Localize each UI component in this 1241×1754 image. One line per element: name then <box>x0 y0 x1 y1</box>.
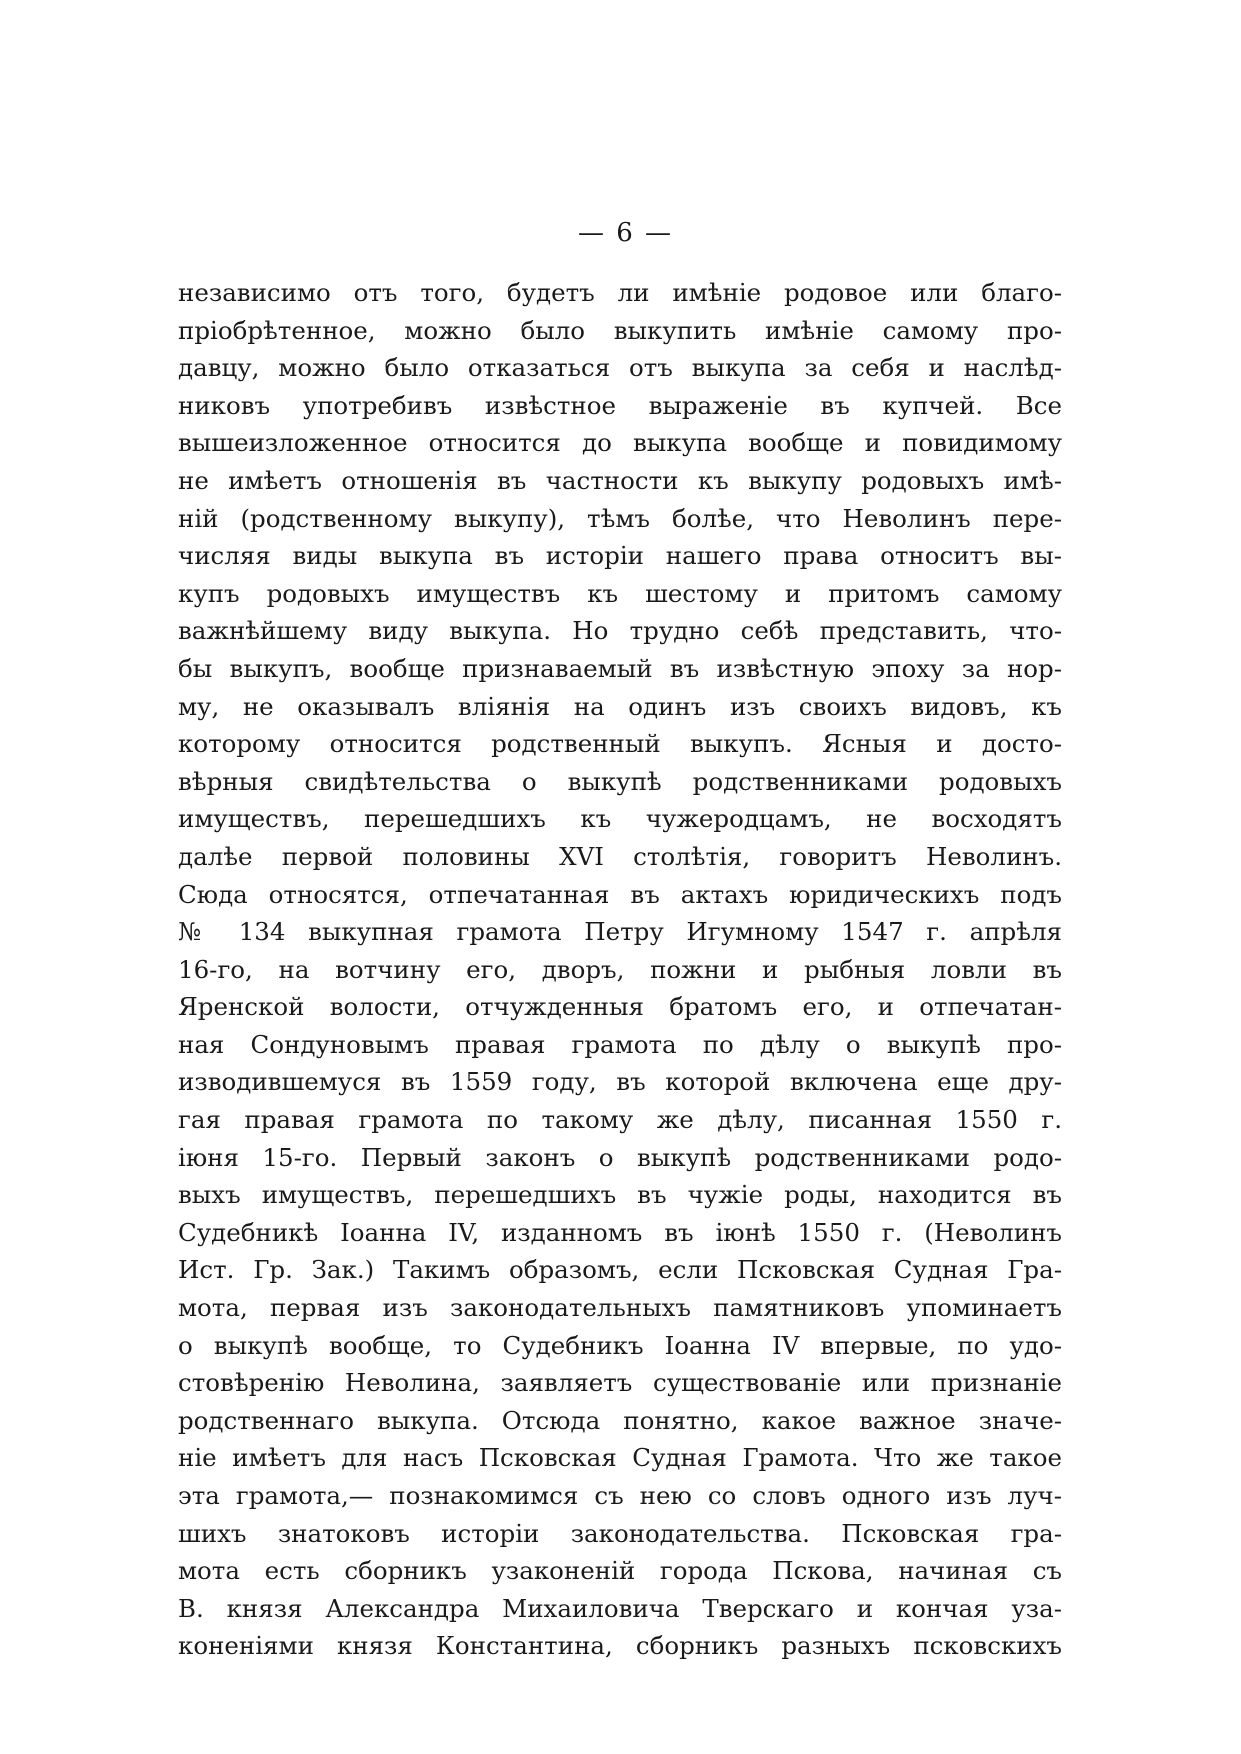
text-line: вышеизложенное относится до выкупа вообще и повидимому <box>178 428 1062 458</box>
text-line: числяя виды выкупа въ исторіи нашего права относитъ вы- <box>178 541 1062 571</box>
text-line: № 134 выкупная грамота Петру Игумному 1547 г. апрѣля <box>178 917 1062 947</box>
text-line: вѣрныя свидѣтельства о выкупѣ родственниками родовыхъ <box>178 766 1062 796</box>
text-line: мота, первая изъ законодательныхъ памятниковъ упоминаетъ <box>178 1293 1062 1323</box>
text-line: ная Сондуновымъ правая грамота по дѣлу о выкупѣ про- <box>178 1029 1062 1059</box>
text-line: 16-го, на вотчину его, дворъ, пожни и рыбныя ловли въ <box>178 954 1062 984</box>
text-line: о выкупѣ вообще, то Судебникъ Іоанна IV впервые, по удо- <box>178 1330 1062 1360</box>
text-line: выхъ имуществъ, перешедшихъ въ чужіе роды, находится въ <box>178 1180 1062 1210</box>
text-line: никовъ употребивъ извѣстное выраженіе въ купчей. Все <box>178 390 1062 420</box>
page-number: — 6 — <box>577 218 674 248</box>
text-line: В. князя Александра Михаиловича Тверскаго и кончая уза- <box>178 1593 1062 1623</box>
text-line: которому относится родственный выкупъ. Ясныя и досто- <box>178 729 1062 759</box>
text-line: пріобрѣтенное, можно было выкупить имѣніе самому про- <box>178 315 1062 345</box>
text-line: бы выкупъ, вообще признаваемый въ извѣстную эпоху за нор- <box>178 653 1062 683</box>
text-line: Яренской волости, отчужденныя братомъ его, и отпечатан- <box>178 992 1062 1022</box>
text-line: Сюда относятся, отпечатанная въ актахъ юридическихъ подъ <box>178 879 1062 909</box>
text-line: имуществъ, перешедшихъ къ чужеродцамъ, не восходятъ <box>178 804 1062 834</box>
text-line: ніе имѣетъ для насъ Псковская Судная Грамота. Что же такое <box>178 1443 1062 1473</box>
text-line: далѣе первой половины XVI столѣтія, говоритъ Неволинъ. <box>178 841 1062 871</box>
text-line: шихъ знатоковъ исторіи законодательства. Псковская гра- <box>178 1518 1062 1548</box>
text-line: мота есть сборникъ узаконеній города Пскова, начиная съ <box>178 1556 1062 1586</box>
text-line: независимо отъ того, будетъ ли имѣніе родовое или благо- <box>178 278 1062 307</box>
text-line: іюня 15-го. Первый законъ о выкупѣ родственниками родо- <box>178 1142 1062 1172</box>
body-text <box>178 274 1062 1665</box>
text-line: важнѣйшему виду выкупа. Но трудно себѣ представить, что- <box>178 616 1062 646</box>
text-line: родственнаго выкупа. Отсюда понятно, какое важное значе- <box>178 1405 1062 1435</box>
text-line: му, не оказывалъ вліянія на одинъ изъ своихъ видовъ, къ <box>178 691 1062 721</box>
text-line: Ист. Гр. Зак.) Такимъ образомъ, если Псковская Судная Гра- <box>178 1255 1062 1285</box>
text-line: изводившемуся въ 1559 году, въ которой включена еще дру- <box>178 1067 1062 1097</box>
text-line: ній (родственному выкупу), тѣмъ болѣе, что Неволинъ пере- <box>178 503 1062 533</box>
text-line: гая правая грамота по такому же дѣлу, писанная 1550 г. <box>178 1105 1062 1135</box>
text-line: купъ родовыхъ имуществъ къ шестому и притомъ самому <box>178 578 1062 608</box>
text-line: Судебникѣ Іоанна IV, изданномъ въ іюнѣ 1550 г. (Неволинъ <box>178 1217 1062 1247</box>
text-line: стовѣренію Неволина, заявляетъ существованіе или признаніе <box>178 1368 1062 1398</box>
text-line: эта грамота,— познакомимся съ нею со словъ одного изъ луч- <box>178 1481 1062 1510</box>
text-line: коненіями князя Константина, сборникъ разныхъ псковскихъ <box>178 1631 1062 1661</box>
text-line: не имѣетъ отношенія въ частности къ выкупу родовыхъ имѣ- <box>178 465 1062 495</box>
text-line: давцу, можно было отказаться отъ выкупа за себя и наслѣд- <box>178 353 1062 383</box>
